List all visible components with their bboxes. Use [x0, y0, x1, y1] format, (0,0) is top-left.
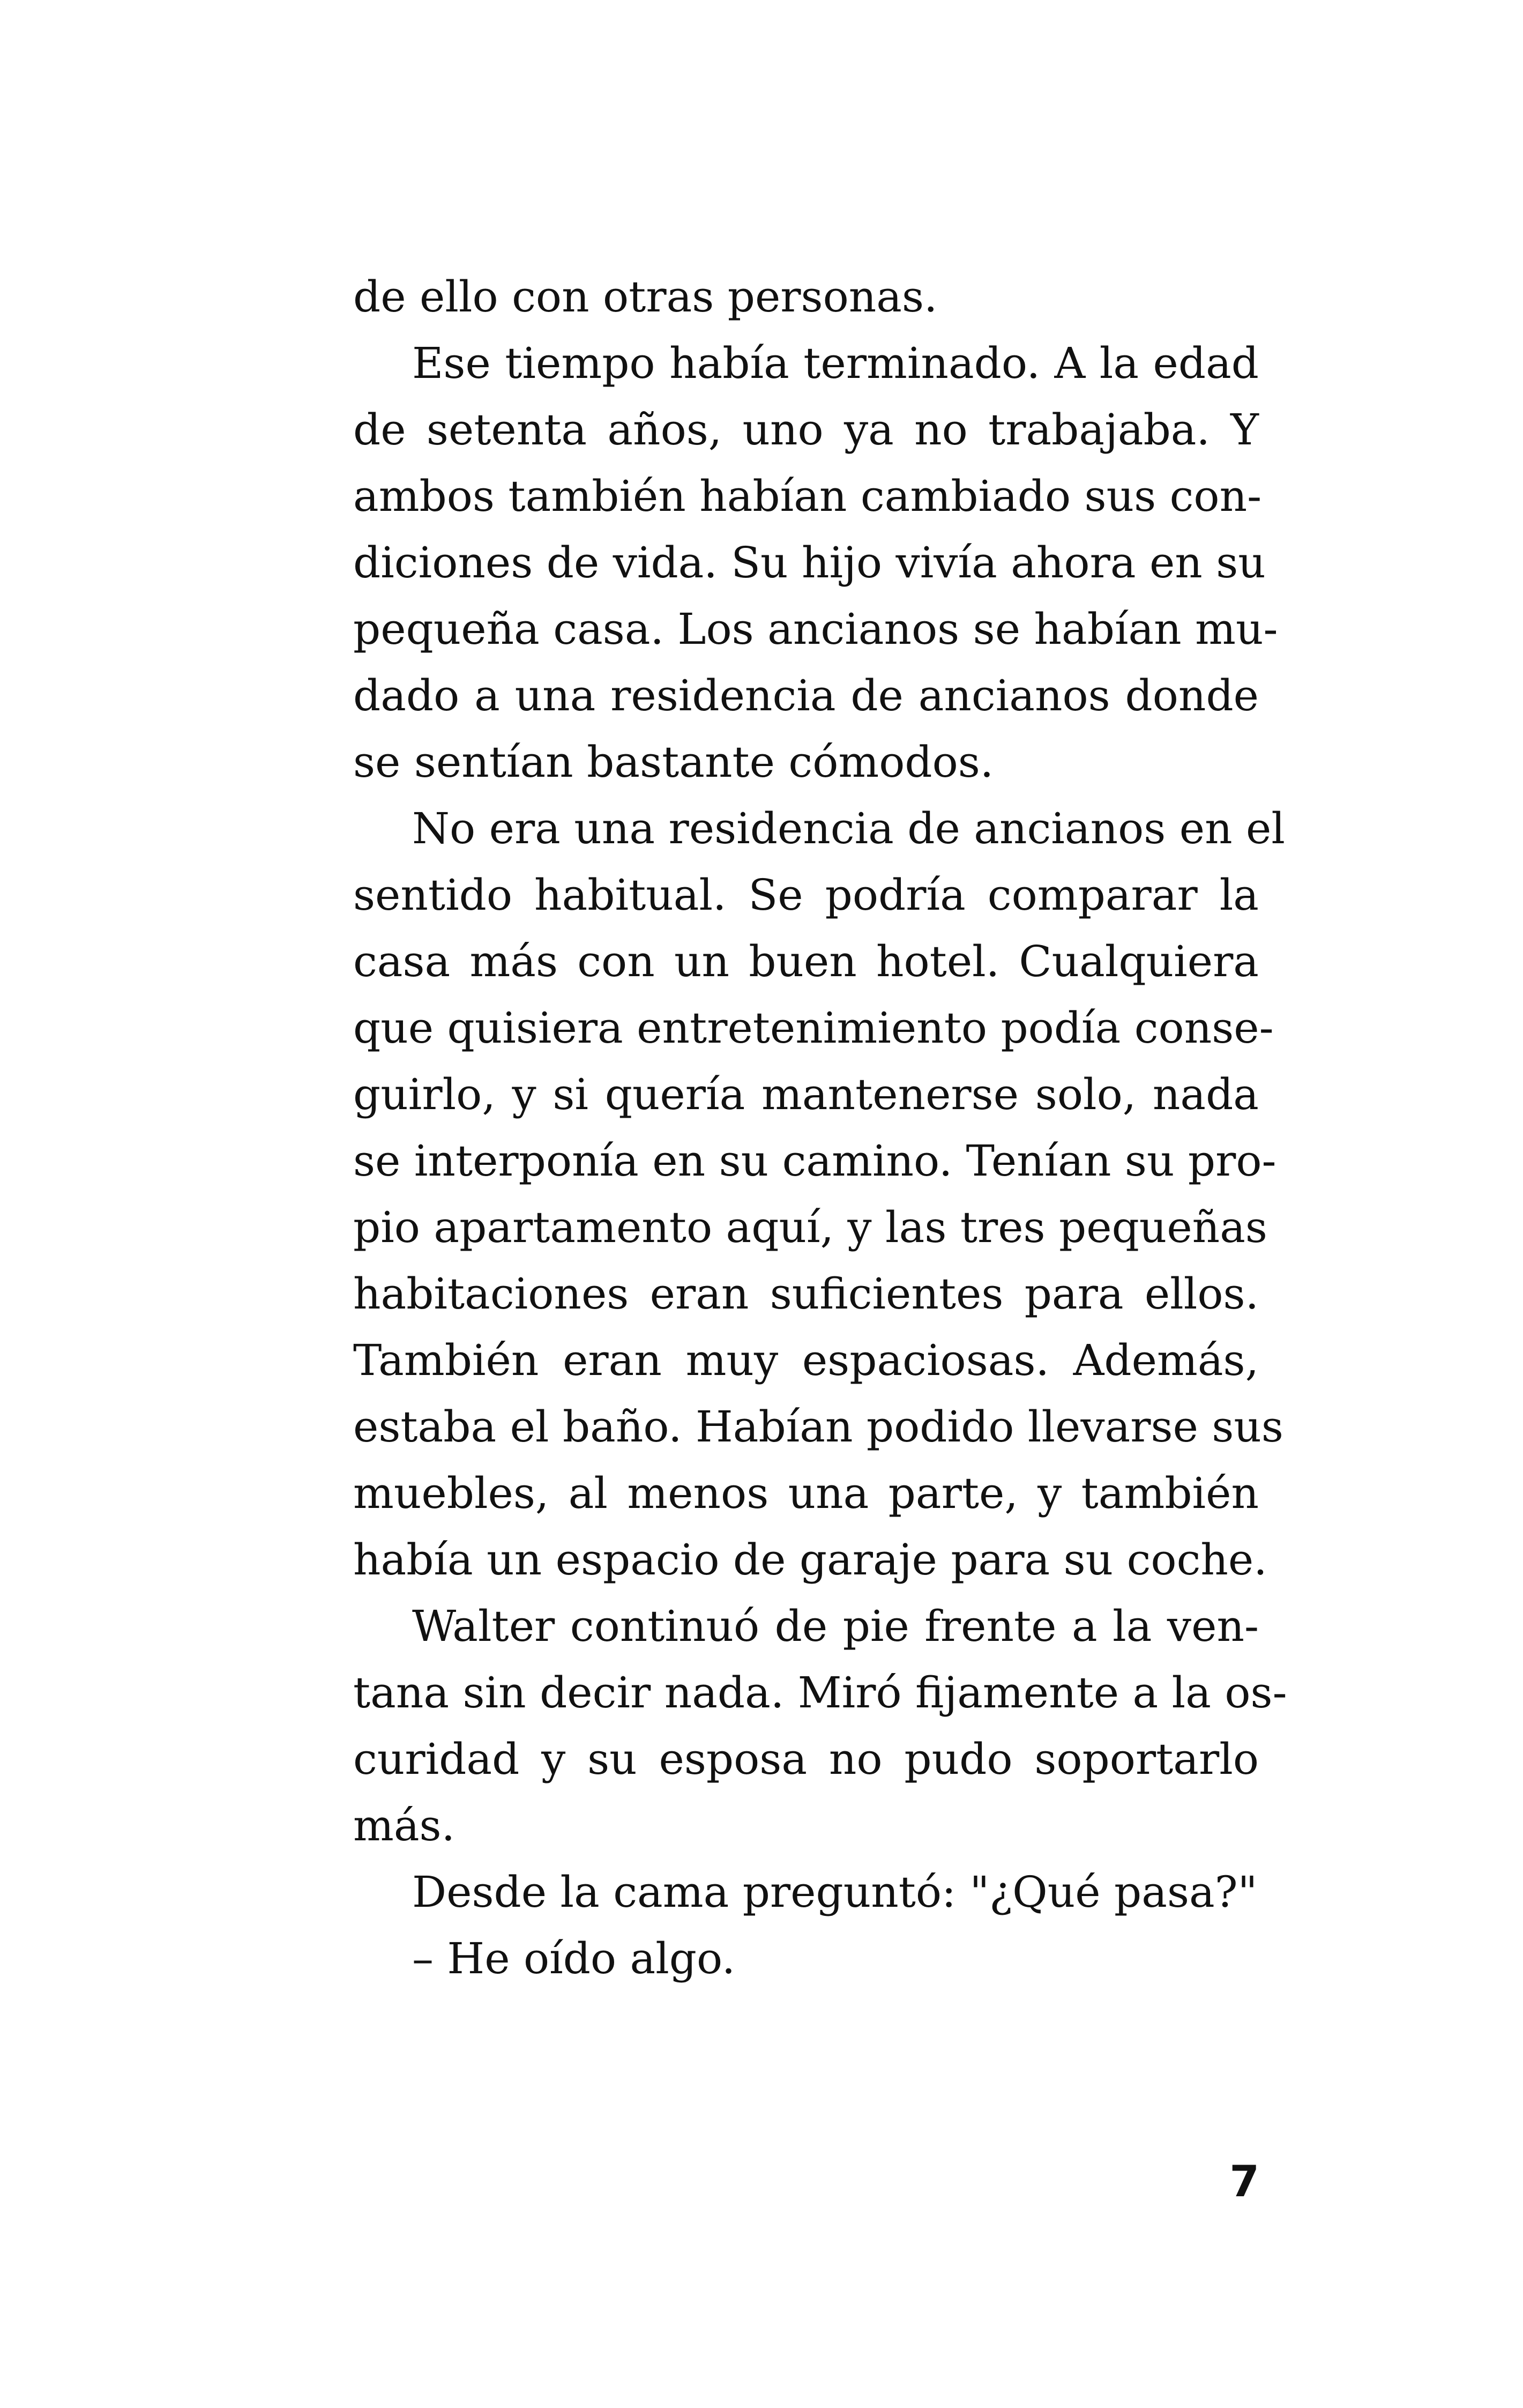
text-line: había un espacio de garaje para su coche. — [353, 1535, 1267, 1585]
text-line: Walter continuó de pie frente a la ven- — [412, 1601, 1259, 1651]
text-line: curidad y su esposa no pudo soportarlo — [353, 1734, 1259, 1784]
text-line: También eran muy espaciosas. Además, — [353, 1335, 1259, 1385]
text-line: se sentían bastante cómodos. — [353, 737, 994, 787]
text-line: pio apartamento aquí, y las tres pequeñas — [353, 1202, 1267, 1252]
body-text — [353, 264, 1287, 1992]
text-line: ambos también habían cambiado sus con- — [353, 471, 1262, 521]
text-line: estaba el baño. Habían podido llevarse sus — [353, 1402, 1283, 1452]
text-line: habitaciones eran suficientes para ellos. — [353, 1269, 1259, 1319]
text-line: casa más con un buen hotel. Cualquiera — [353, 937, 1259, 986]
text-line: se interponía en su camino. Tenían su pro- — [353, 1136, 1276, 1186]
text-line: Desde la cama preguntó: "¿Qué pasa?" — [412, 1867, 1258, 1917]
text-line: No era una residencia de ancianos en el — [412, 804, 1285, 853]
text-line: pequeña casa. Los ancianos se habían mu- — [353, 604, 1278, 654]
text-line: muebles, al menos una parte, y también — [353, 1468, 1259, 1518]
text-line: Ese tiempo había terminado. A la edad — [412, 338, 1259, 388]
text-line: guirlo, y si quería mantenerse solo, nada — [353, 1069, 1259, 1119]
text-line: de ello con otras personas. — [353, 272, 938, 322]
text-line: dado a una residencia de ancianos donde — [353, 671, 1259, 720]
text-line: más. — [353, 1801, 456, 1850]
text-line: tana sin decir nada. Miró fijamente a la os- — [353, 1668, 1287, 1718]
text-line: – He oído algo. — [412, 1934, 736, 1983]
text-line: diciones de vida. Su hijo vivía ahora en su — [353, 538, 1266, 588]
text-line: de setenta años, uno ya no trabajaba. Y — [353, 405, 1259, 455]
text-line: sentido habitual. Se podría comparar la — [353, 870, 1259, 920]
text-line: que quisiera entretenimiento podía conse- — [353, 1003, 1274, 1053]
page-number: 7 — [1229, 2157, 1259, 2206]
